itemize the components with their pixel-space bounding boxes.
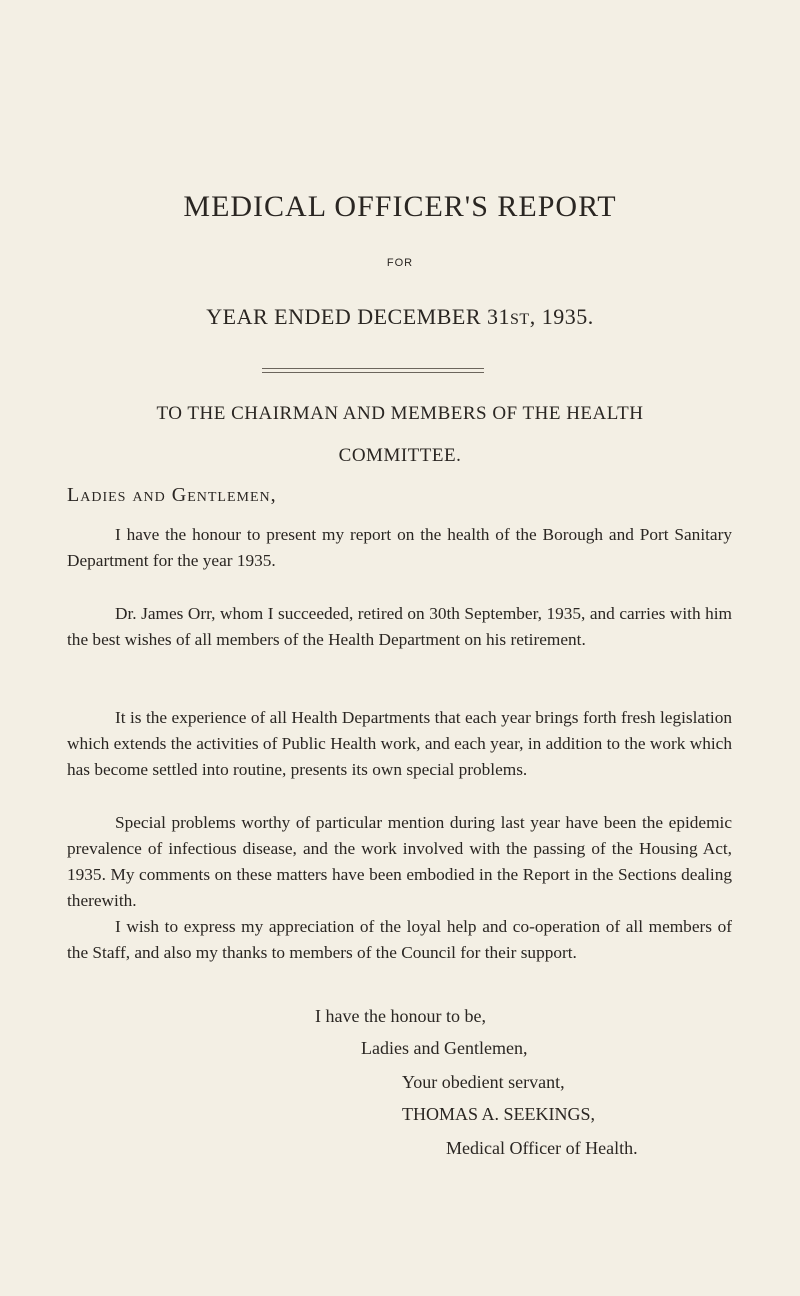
paragraph-2: Dr. James Orr, whom I succeeded, retired on 30th September, 1935, and carries with him the best wishes of all members of the Health Department on his retirement. xyxy=(67,604,732,649)
year-ordinal: ST xyxy=(510,311,530,328)
paragraph-4: Special problems worthy of particular mention during last year have been the epidemic prevalence of infectious disease, and the work involved with the passing of the Housing Act, 1935. My comments on these matters have been embodied in the Report in the Sections dealing therewith. xyxy=(67,813,732,910)
signatory-name: THOMAS A. SEEKINGS, xyxy=(402,1104,596,1124)
signatory-title: Medical Officer of Health. xyxy=(446,1138,638,1158)
paragraph-5: I wish to express my appreciation of the loyal help and co-operation of all members of the Staff, and also my thanks to members of the Council for their support. xyxy=(67,917,732,962)
signoff-line-1: I have the honour to be, xyxy=(315,1006,486,1026)
salutation xyxy=(67,484,277,507)
for-label: FOR xyxy=(386,257,414,269)
signoff-line-3: Your obedient servant, xyxy=(402,1072,565,1092)
divider-line-bottom xyxy=(262,372,484,373)
address-line-2: COMMITTEE. xyxy=(338,445,462,466)
address-line-1: TO THE CHAIRMAN AND MEMBERS OF THE HEALTH xyxy=(156,403,644,424)
paragraph-3: It is the experience of all Health Departments that each year brings forth fresh legislation which extends the activities of Public Health work, and each year, in addition to the work which has become settled into routine, presents its own special problems. xyxy=(67,708,732,779)
signoff-line-2: Ladies and Gentlemen, xyxy=(361,1038,528,1058)
salutation-text: Ladies and Gentlemen, xyxy=(67,484,277,506)
year-end: , 1935. xyxy=(529,304,594,329)
year-prefix: YEAR ENDED DECEMBER 31 xyxy=(206,304,511,329)
report-title: MEDICAL OFFICER'S REPORT xyxy=(183,190,617,223)
paragraph-1: I have the honour to present my report on the health of the Borough and Port Sanitary Department for the year 1935. xyxy=(67,525,732,570)
report-year xyxy=(0,304,800,330)
divider-line-top xyxy=(262,368,484,369)
